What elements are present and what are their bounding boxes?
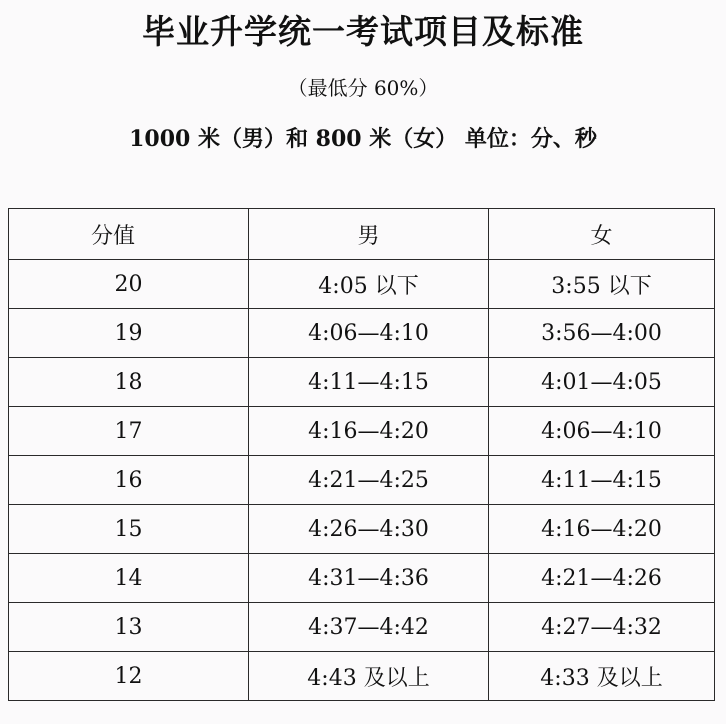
- table-row: [9, 358, 715, 407]
- score-cell: 19: [9, 309, 249, 358]
- table-row: [9, 260, 715, 309]
- table-row: [9, 554, 715, 603]
- document-title: 毕业升学统一考试项目及标准: [142, 12, 584, 51]
- table-header: [9, 209, 715, 260]
- header-female: 女: [489, 209, 715, 260]
- score-cell: 17: [9, 407, 249, 456]
- male-time-cell: 4:16—4:20: [249, 407, 489, 456]
- score-cell: 15: [9, 505, 249, 554]
- table-body: [9, 260, 715, 701]
- score-cell: 13: [9, 603, 249, 652]
- female-time-cell: 3:56—4:00: [489, 309, 715, 358]
- female-time-cell: 4:11—4:15: [489, 456, 715, 505]
- female-time-cell: 4:33 及以上: [489, 652, 715, 701]
- male-time-cell: 4:21—4:25: [249, 456, 489, 505]
- score-cell: 12: [9, 652, 249, 701]
- female-time-cell: 3:55 以下: [489, 260, 715, 309]
- score-table: [8, 208, 715, 701]
- male-time-cell: 4:37—4:42: [249, 603, 489, 652]
- female-time-cell: 4:06—4:10: [489, 407, 715, 456]
- score-cell: 14: [9, 554, 249, 603]
- male-time-cell: 4:11—4:15: [249, 358, 489, 407]
- table-row: [9, 603, 715, 652]
- female-time-cell: 4:01—4:05: [489, 358, 715, 407]
- table-row: [9, 505, 715, 554]
- male-time-cell: 4:06—4:10: [249, 309, 489, 358]
- score-cell: 16: [9, 456, 249, 505]
- score-cell: 20: [9, 260, 249, 309]
- table-row: [9, 456, 715, 505]
- header-male: 男: [249, 209, 489, 260]
- document-subtitle: （最低分 60%）: [287, 76, 439, 100]
- table-header-row: [9, 209, 715, 260]
- male-time-cell: 4:43 及以上: [249, 652, 489, 701]
- female-time-cell: 4:27—4:32: [489, 603, 715, 652]
- male-time-cell: 4:31—4:36: [249, 554, 489, 603]
- header-score: 分值: [9, 209, 249, 260]
- female-time-cell: 4:16—4:20: [489, 505, 715, 554]
- table-row: [9, 652, 715, 701]
- table-row: [9, 407, 715, 456]
- score-cell: 18: [9, 358, 249, 407]
- male-time-cell: 4:26—4:30: [249, 505, 489, 554]
- table-row: [9, 309, 715, 358]
- unit-line: 1000 米（男）和 800 米（女） 单位：分、秒: [129, 126, 597, 152]
- male-time-cell: 4:05 以下: [249, 260, 489, 309]
- female-time-cell: 4:21—4:26: [489, 554, 715, 603]
